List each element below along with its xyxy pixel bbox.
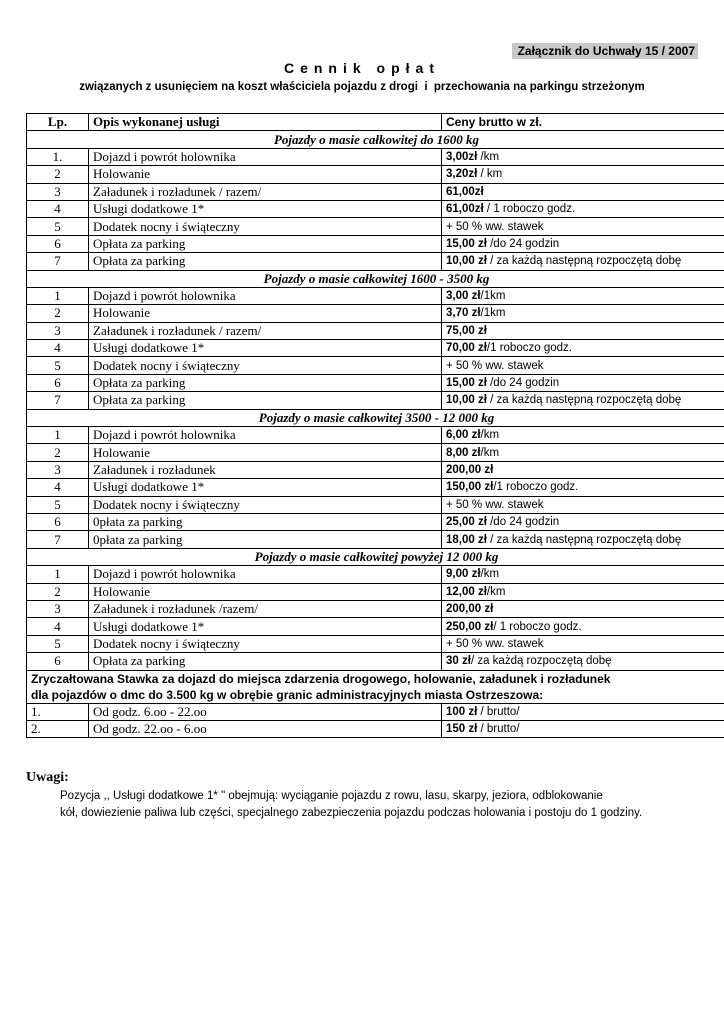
row-price-amount: 200,00 zł bbox=[446, 603, 494, 616]
row-price-amount: 8,00 zł bbox=[446, 446, 481, 459]
row-price-amount: 3,00 zł bbox=[446, 290, 481, 303]
flat-rate-description bbox=[27, 670, 724, 703]
row-number: 2 bbox=[27, 166, 89, 183]
row-price-amount: 15,00 zł bbox=[446, 237, 487, 250]
row-description: Dojazd i powrót holownika bbox=[89, 148, 442, 165]
row-price bbox=[442, 566, 724, 583]
table-row bbox=[27, 200, 724, 217]
table-row bbox=[27, 287, 724, 304]
row-price-amount: 75,00 zł bbox=[446, 324, 487, 337]
row-price-amount: 10,00 zł bbox=[446, 255, 487, 268]
row-number: 1 bbox=[27, 287, 89, 304]
row-description: Usługi dodatkowe 1* bbox=[89, 340, 442, 357]
row-price-unit: / za każdą następną rozpoczętą dobę bbox=[486, 533, 682, 546]
row-number: 4 bbox=[27, 340, 89, 357]
table-row bbox=[27, 513, 724, 530]
row-number: 6 bbox=[27, 513, 89, 530]
row-price-unit: / za każdą następną rozpoczętą dobę bbox=[486, 394, 682, 407]
row-description: Załadunek i rozładunek / razem/ bbox=[89, 322, 442, 339]
row-description: Dodatek nocny i świąteczny bbox=[89, 635, 442, 652]
row-price bbox=[442, 322, 724, 339]
row-number: 1 bbox=[27, 566, 89, 583]
row-price bbox=[442, 200, 724, 217]
row-description: Holowanie bbox=[89, 166, 442, 183]
row-price bbox=[442, 618, 724, 635]
row-number: 5 bbox=[27, 635, 89, 652]
row-price-unit: / za każdą rozpoczętą dobę bbox=[470, 655, 612, 668]
row-price-amount: 61,00zł bbox=[446, 185, 484, 198]
table-row bbox=[27, 357, 724, 374]
row-price-amount: 200,00 zł bbox=[446, 464, 494, 476]
notes-body bbox=[60, 788, 710, 822]
row-number: 4 bbox=[27, 200, 89, 217]
table-row bbox=[27, 444, 724, 461]
row-price-unit: /1 roboczo godz. bbox=[493, 481, 579, 494]
row-price bbox=[442, 720, 724, 737]
row-price-amount: 6,00 zł bbox=[446, 429, 481, 442]
table-row bbox=[27, 235, 724, 252]
row-description: Od godz. 22.oo - 6.oo bbox=[89, 720, 442, 737]
table-row bbox=[27, 392, 724, 409]
row-number: 1. bbox=[27, 148, 89, 165]
row-description: Usługi dodatkowe 1* bbox=[89, 479, 442, 496]
header-price: Ceny brutto w zł. bbox=[442, 114, 724, 131]
row-description: Opłata za parking bbox=[89, 235, 442, 252]
row-price-unit: /1 roboczo godz. bbox=[486, 342, 572, 355]
row-price bbox=[442, 235, 724, 252]
table-row bbox=[27, 461, 724, 478]
section-header-row bbox=[27, 548, 724, 565]
table-row bbox=[27, 340, 724, 357]
row-description: 0płata za parking bbox=[89, 513, 442, 530]
row-price bbox=[442, 148, 724, 165]
row-price bbox=[442, 287, 724, 304]
section-title: Pojazdy o masie całkowitej powyżej 12 000 kg bbox=[27, 548, 724, 565]
notes-title: Uwagi: bbox=[26, 770, 69, 785]
row-number: 4 bbox=[27, 618, 89, 635]
row-number: 6 bbox=[27, 374, 89, 391]
row-price bbox=[442, 444, 724, 461]
row-price-unit: /km bbox=[480, 568, 500, 581]
row-price-amount: 3,20zł bbox=[446, 168, 478, 181]
row-description: 0płata za parking bbox=[89, 531, 442, 548]
row-number: 3 bbox=[27, 183, 89, 200]
row-number: 3 bbox=[27, 600, 89, 617]
row-number: 1 bbox=[27, 427, 89, 444]
row-price bbox=[442, 218, 724, 235]
table-row bbox=[27, 566, 724, 583]
row-description: Załadunek i rozładunek / razem/ bbox=[89, 183, 442, 200]
notes-line-1: Pozycja ,, Usługi dodatkowe 1* " obejmują: wyciąganie pojazdu z rowu, lasu, skarpy, jeziora, odblokowanie bbox=[60, 790, 603, 802]
row-price-unit: /km bbox=[477, 150, 500, 163]
table-row bbox=[27, 635, 724, 652]
row-price bbox=[442, 600, 724, 617]
row-price bbox=[442, 531, 724, 548]
row-price bbox=[442, 635, 724, 652]
row-number: 7 bbox=[27, 531, 89, 548]
row-price-unit: + 50 % ww. stawek bbox=[446, 498, 544, 511]
row-number: 6 bbox=[27, 235, 89, 252]
flat-rate-line-1: Zryczałtowana Stawka za dojazd do miejsca zdarzenia drogowego, holowanie, załadunek i rozładunek bbox=[31, 671, 611, 686]
row-description: Załadunek i rozładunek /razem/ bbox=[89, 600, 442, 617]
table-row bbox=[27, 374, 724, 391]
table-row bbox=[27, 496, 724, 513]
row-description: Dodatek nocny i świąteczny bbox=[89, 357, 442, 374]
table-row bbox=[27, 479, 724, 496]
section-title: Pojazdy o masie całkowitej do 1600 kg bbox=[27, 131, 724, 148]
row-price-unit: / 1 roboczo godz. bbox=[483, 203, 576, 216]
row-number: 6 bbox=[27, 653, 89, 670]
row-description: Usługi dodatkowe 1* bbox=[89, 618, 442, 635]
row-description: Załadunek i rozładunek bbox=[89, 461, 442, 478]
row-price-unit: / km bbox=[477, 168, 503, 181]
table-row bbox=[27, 183, 724, 200]
row-price bbox=[442, 340, 724, 357]
row-number: 1. bbox=[27, 703, 89, 720]
fee-table-body bbox=[27, 114, 724, 738]
row-price bbox=[442, 392, 724, 409]
row-price-amount: 100 zł bbox=[446, 705, 478, 718]
row-price-amount: 3,70 zł bbox=[446, 307, 481, 320]
section-title: Pojazdy o masie całkowitej 3500 - 12 000 kg bbox=[27, 409, 724, 426]
row-number: 2. bbox=[27, 720, 89, 737]
page-title: Cennik opłat bbox=[283, 60, 440, 76]
row-description: Dodatek nocny i świąteczny bbox=[89, 218, 442, 235]
row-price bbox=[442, 461, 724, 478]
row-description: Holowanie bbox=[89, 583, 442, 600]
row-price bbox=[442, 496, 724, 513]
row-price-amount: 15,00 zł bbox=[446, 377, 487, 390]
row-description: Od godz. 6.oo - 22.oo bbox=[89, 703, 442, 720]
row-number: 3 bbox=[27, 322, 89, 339]
row-number: 5 bbox=[27, 218, 89, 235]
table-row bbox=[27, 166, 724, 183]
table-header-row bbox=[27, 114, 724, 131]
row-price-amount: 250,00 zł bbox=[446, 620, 494, 633]
row-price bbox=[442, 305, 724, 322]
attachment-label: Załącznik do Uchwały 15 / 2007 bbox=[512, 43, 698, 59]
row-description: Opłata za parking bbox=[89, 392, 442, 409]
row-description: Opłata za parking bbox=[89, 253, 442, 270]
row-price-amount: 9,00 zł bbox=[446, 568, 481, 581]
row-price-unit: /km bbox=[486, 585, 506, 598]
table-row bbox=[27, 218, 724, 235]
row-price-amount: 30 zł bbox=[446, 655, 471, 668]
row-price-unit: / brutto/ bbox=[477, 723, 520, 736]
row-price-unit: /km bbox=[480, 446, 500, 459]
row-description: Dojazd i powrót holownika bbox=[89, 566, 442, 583]
row-price-amount: 150 zł bbox=[446, 723, 478, 736]
row-number: 3 bbox=[27, 461, 89, 478]
row-price bbox=[442, 183, 724, 200]
row-price-amount: 150,00 zł bbox=[446, 481, 494, 494]
section-title: Pojazdy o masie całkowitej 1600 - 3500 kg bbox=[27, 270, 724, 287]
row-number: 7 bbox=[27, 253, 89, 270]
row-price-unit: /km bbox=[480, 429, 500, 442]
row-price-unit: + 50 % ww. stawek bbox=[446, 359, 544, 372]
header-description: Opis wykonanej usługi bbox=[89, 114, 442, 131]
table-row bbox=[27, 600, 724, 617]
table-row bbox=[27, 618, 724, 635]
row-description: Opłata za parking bbox=[89, 374, 442, 391]
row-price-amount: 12,00 zł bbox=[446, 585, 487, 598]
row-price-amount: 3,00zł bbox=[446, 150, 478, 163]
row-price-unit: /do 24 godzin bbox=[486, 377, 560, 390]
flat-rate-line-2: dla pojazdów o dmc do 3.500 kg w obrębie granic administracyjnych miasta Ostrzeszowa: bbox=[31, 687, 544, 702]
table-row bbox=[27, 427, 724, 444]
section-header-row bbox=[27, 409, 724, 426]
row-description: Holowanie bbox=[89, 444, 442, 461]
row-number: 5 bbox=[27, 357, 89, 374]
notes-line-2: kół, dowiezienie paliwa lub części, specjalnego zabezpieczenia pojazdu podczas holowania i postoju do 1 godziny. bbox=[60, 807, 643, 819]
row-price-unit: / za każdą następną rozpoczętą dobę bbox=[486, 255, 682, 268]
row-price-amount: 18,00 zł bbox=[446, 533, 487, 546]
table-row bbox=[27, 531, 724, 548]
row-number: 4 bbox=[27, 479, 89, 496]
row-description: Usługi dodatkowe 1* bbox=[89, 200, 442, 217]
row-description: Dodatek nocny i świąteczny bbox=[89, 496, 442, 513]
row-price-unit: + 50 % ww. stawek bbox=[446, 637, 544, 650]
row-price bbox=[442, 253, 724, 270]
table-row bbox=[27, 653, 724, 670]
row-price-unit: /1km bbox=[480, 290, 506, 303]
fee-table bbox=[26, 113, 724, 738]
row-price-amount: 61,00zł bbox=[446, 203, 484, 216]
row-price-unit: + 50 % ww. stawek bbox=[446, 220, 544, 233]
row-price bbox=[442, 479, 724, 496]
table-row bbox=[27, 703, 724, 720]
row-number: 2 bbox=[27, 444, 89, 461]
row-price bbox=[442, 583, 724, 600]
row-description: Dojazd i powrót holownika bbox=[89, 287, 442, 304]
flat-rate-row bbox=[27, 670, 724, 703]
row-price-amount: 10,00 zł bbox=[446, 394, 487, 407]
table-row bbox=[27, 720, 724, 737]
table-row bbox=[27, 583, 724, 600]
row-number: 2 bbox=[27, 583, 89, 600]
table-row bbox=[27, 322, 724, 339]
section-header-row bbox=[27, 270, 724, 287]
row-price-unit: /do 24 godzin bbox=[486, 516, 560, 529]
row-price bbox=[442, 166, 724, 183]
row-price-unit: / 1 roboczo godz. bbox=[493, 620, 582, 633]
section-header-row bbox=[27, 131, 724, 148]
row-number: 5 bbox=[27, 496, 89, 513]
row-price-amount: 25,00 zł bbox=[446, 516, 487, 529]
row-description: Dojazd i powrót holownika bbox=[89, 427, 442, 444]
row-price-amount: 70,00 zł bbox=[446, 342, 487, 355]
row-number: 2 bbox=[27, 305, 89, 322]
table-row bbox=[27, 148, 724, 165]
table-row bbox=[27, 253, 724, 270]
row-price bbox=[442, 374, 724, 391]
row-price-unit: /1km bbox=[480, 307, 506, 320]
row-price bbox=[442, 427, 724, 444]
page-subtitle: związanych z usunięciem na koszt właściciela pojazdu z drogi i przechowania na parkingu strzeżonym bbox=[79, 81, 645, 93]
row-description: Opłata za parking bbox=[89, 653, 442, 670]
row-description: Holowanie bbox=[89, 305, 442, 322]
row-price bbox=[442, 513, 724, 530]
row-price bbox=[442, 653, 724, 670]
row-number: 7 bbox=[27, 392, 89, 409]
row-price-unit: / brutto/ bbox=[477, 705, 520, 718]
row-price bbox=[442, 357, 724, 374]
header-lp: Lp. bbox=[27, 114, 89, 131]
row-price bbox=[442, 703, 724, 720]
row-price-unit: /do 24 godzin bbox=[486, 237, 560, 250]
table-row bbox=[27, 305, 724, 322]
